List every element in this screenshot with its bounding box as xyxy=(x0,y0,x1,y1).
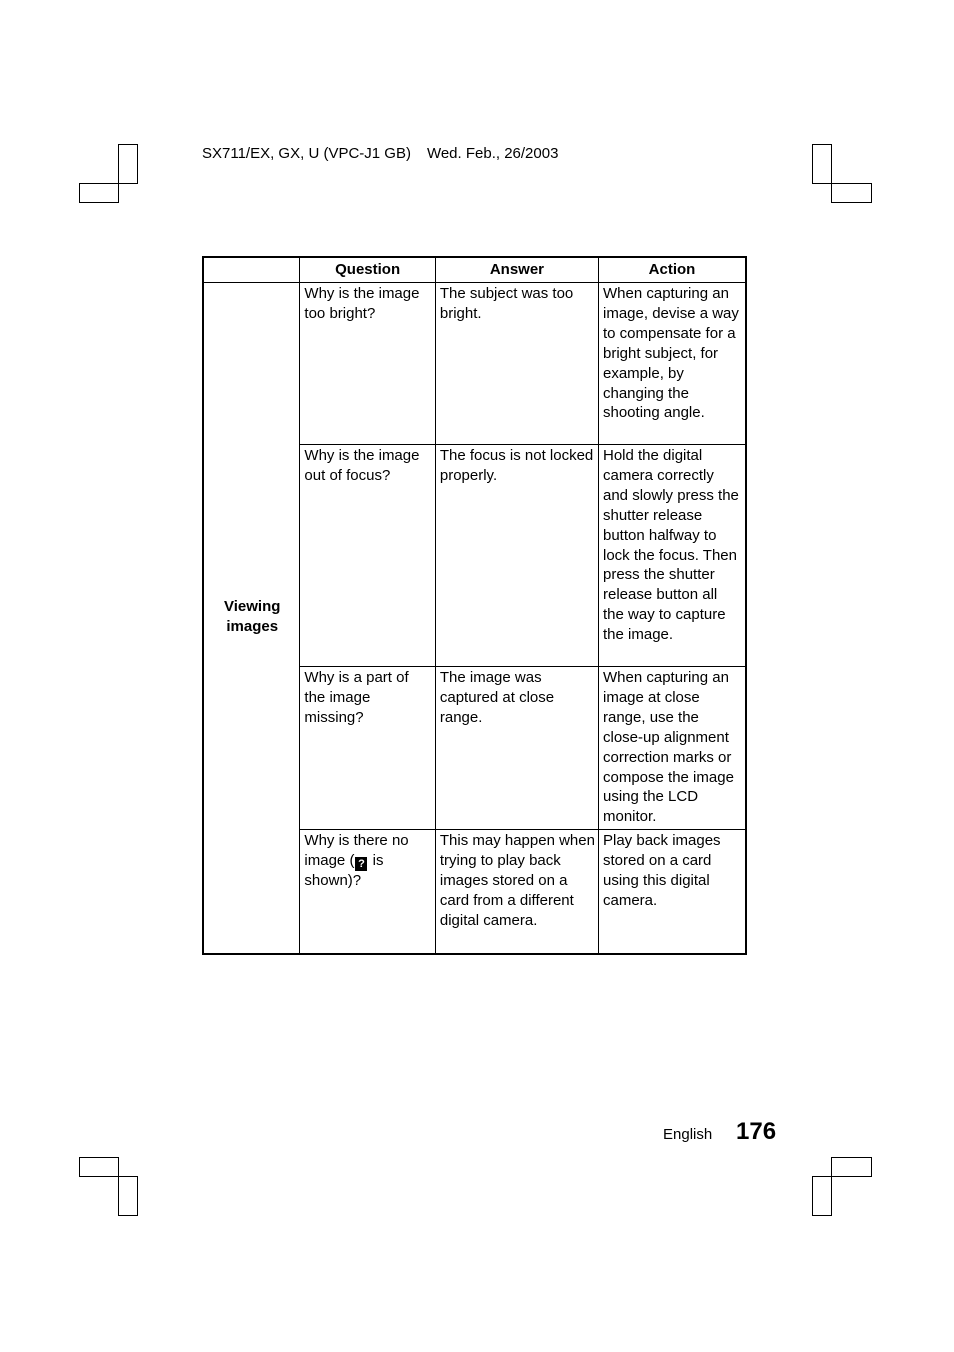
column-header-category xyxy=(203,257,300,283)
crop-mark xyxy=(79,1157,119,1177)
table-header-row xyxy=(203,257,746,283)
column-header-question: Question xyxy=(300,257,435,283)
page-number: 176 xyxy=(736,1118,777,1145)
language-label: English xyxy=(663,1126,713,1143)
question-cell: Why is a part of the image missing? xyxy=(300,667,435,830)
column-header-action: Action xyxy=(599,257,747,283)
crop-mark xyxy=(831,1157,872,1177)
question-cell: Why is the image out of focus? xyxy=(300,445,435,667)
crop-mark xyxy=(812,144,832,184)
column-header-answer: Answer xyxy=(435,257,598,283)
crop-mark xyxy=(118,1176,138,1216)
category-label: Viewing images xyxy=(224,598,281,636)
crop-mark xyxy=(831,183,872,203)
action-cell: When capturing an image at close range, use the close-up alignment correction marks or compose the image using the LCD monitor. xyxy=(599,667,747,830)
question-text-start: Why is there no image ( xyxy=(304,832,409,870)
action-cell: When capturing an image, devise a way to compensate for a bright subject, for example, by changing the shooting angle. xyxy=(599,283,747,445)
answer-cell: The focus is not locked properly. xyxy=(435,445,598,667)
crop-mark xyxy=(812,1176,832,1216)
question-cell: Why is the image too bright? xyxy=(300,283,435,445)
question-text-end: is shown)? xyxy=(304,852,384,890)
page-header xyxy=(202,145,558,162)
table-row xyxy=(203,283,746,445)
crop-mark xyxy=(79,183,119,203)
crop-mark xyxy=(118,144,138,184)
answer-cell: This may happen when trying to play back images stored on a card from a different digital camera. xyxy=(435,830,598,954)
category-cell xyxy=(203,283,300,954)
answer-cell: The image was captured at close range. xyxy=(435,667,598,830)
date-label: Wed. Feb., 26/2003 xyxy=(426,145,559,162)
action-cell: Hold the digital camera correctly and slowly press the shutter release button halfway to lock the focus. Then press the shutter release button all the way to capture the image. xyxy=(599,445,747,667)
question-cell xyxy=(300,830,435,954)
answer-cell: The subject was too bright. xyxy=(435,283,598,445)
question-mark-icon: ? xyxy=(355,857,367,871)
action-cell: Play back images stored on a card using this digital camera. xyxy=(599,830,747,954)
model-label: SX711/EX, GX, U (VPC-J1 GB) xyxy=(202,145,411,162)
troubleshooting-table xyxy=(202,256,747,955)
